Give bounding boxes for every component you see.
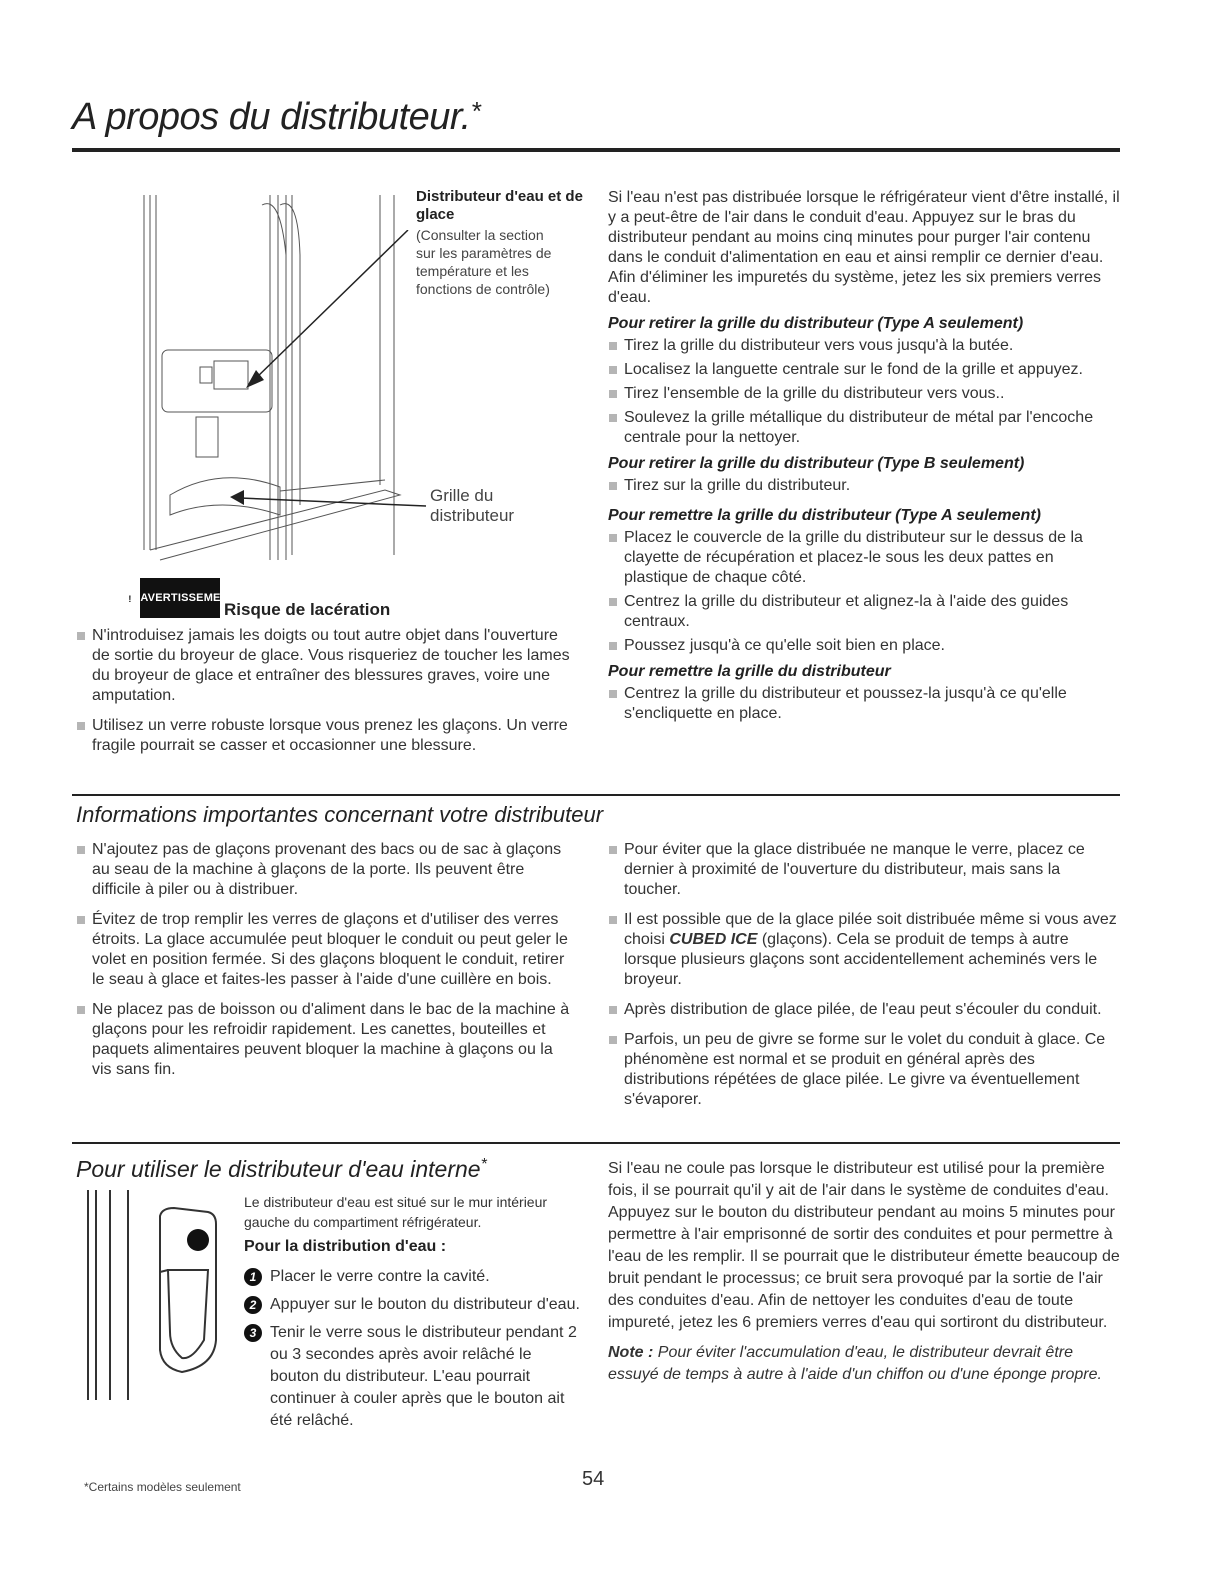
section-list: [608, 528, 1120, 656]
internal-dispenser-illustration: [82, 1190, 232, 1410]
info-left-list: [76, 840, 576, 1084]
internal-rule: [72, 1142, 1120, 1144]
list-item: N'ajoutez pas de glaçons provenant des bacs ou de sac à glaçons au seau de la machine à glaçons de la porte. Ils peuvent être difficile à piler ou à distribuer.: [76, 840, 576, 900]
page-title: A propos du distributeur.*: [72, 96, 481, 138]
list-item: Centrez la grille du distributeur et alignez-la à l'aide des guides centraux.: [608, 592, 1120, 632]
list-item: Tirez sur la grille du distributeur.: [608, 476, 1120, 496]
list-item: Tirez la grille du distributeur vers vous jusqu'à la butée.: [608, 336, 1120, 356]
footnote: *Certains modèles seulement: [84, 1480, 241, 1494]
step-item: 1 Placer le verre contre la cavité.: [244, 1266, 584, 1288]
section-list: [608, 336, 1120, 448]
dispenser-label-desc: (Consulter la section sur les paramètres de température et les fonctions de contrôle): [416, 227, 552, 297]
dispenser-label-title: Distributeur d'eau et de glace: [416, 188, 583, 223]
list-item: Poussez jusqu'à ce qu'elle soit bien en place.: [608, 636, 1120, 656]
section-list: [608, 476, 1120, 496]
step-item: 3 Tenir le verre sous le distributeur pendant 2 ou 3 secondes après avoir relâché le bouton du distributeur. L'eau pourrait continuer à couler après que le bouton ait été relâché.: [244, 1322, 584, 1432]
intro-paragraph: Si l'eau n'est pas distribuée lorsque le réfrigérateur vient d'être installé, il y a peut-être de l'air dans le conduit d'eau. Appuyez sur le bras du distributeur pendant au moins cinq minutes pour purger l'air contenu dans le conduit d'alimentation en eau et ainsi remplir ce dernier d'eau. Afin d'éliminer les impuretés du système, jetez les six premiers verres d'eau.: [608, 189, 1120, 306]
dispenser-instructions: [608, 188, 1120, 728]
internal-title: Pour utiliser le distributeur d'eau interne*: [76, 1156, 487, 1182]
grille-label: Grille du distributeur: [430, 486, 515, 525]
warning-badge: ! AVERTISSEMENT: [140, 578, 220, 618]
list-item: Localisez la languette centrale sur le fond de la grille et appuyez.: [608, 360, 1120, 380]
section-heading: Pour remettre la grille du distributeur (Type A seulement): [608, 507, 1041, 524]
list-item: Il est possible que de la glace pilée soit distribuée même si vous avez choisi CUBED ICE (glaçons). Cela se produit de temps à autre lorsque plusieurs glaçons sont accidentellement acheminés vers le broyeur.: [608, 910, 1120, 990]
info-rule: [72, 794, 1120, 796]
list-item: N'introduisez jamais les doigts ou tout autre objet dans l'ouverture de sortie du broyeur de glace. Vous risqueriez de toucher les lames du broyeur de glace et entraîner des blessures graves, voire une amputation.: [76, 626, 576, 706]
list-item: Soulevez la grille métallique du distributeur de métal par l'encoche centrale pour la nettoyer.: [608, 408, 1120, 448]
warning-icon: !: [124, 593, 136, 604]
page-number: 54: [582, 1468, 605, 1490]
callout-arrows: [230, 230, 430, 520]
internal-right-column: [608, 1158, 1120, 1386]
section-list: [608, 684, 1120, 724]
internal-paragraph: Si l'eau ne coule pas lorsque le distributeur est utilisé pour la première fois, il se pourrait qu'il y ait de l'air dans le système de conduites d'eau. Appuyez sur le bouton du distributeur pendant au moins 5 minutes pour permettre à l'air emprisonné de sortir des conduites et pour permettre à l'eau de les remplir. Il se pourrait que le distributeur émette beaucoup de bruit pendant le processus; ce bruit sera provoqué par la sortie de l'air des conduites d'eau. Afin de nettoyer les conduites d'eau de toute impureté, jetez les 6 premiers verres d'eau qui sortiront du distributeur.: [608, 1160, 1120, 1331]
list-item: Évitez de trop remplir les verres de glaçons et d'utiliser des verres étroits. La glace accumulée peut bloquer le conduit ou peut geler le volet en position fermée. Si des glaçons bloquent le conduit, retirer le seau à glace et faites-les passer à l'aide d'une cuillère en bois.: [76, 910, 576, 990]
warning-list: [76, 626, 576, 760]
cubed-ice-label: CUBED ICE: [669, 931, 758, 948]
internal-subhead: Pour la distribution d'eau :: [244, 1238, 447, 1255]
section-heading: Pour remettre la grille du distributeur: [608, 663, 891, 680]
list-item: Après distribution de glace pilée, de l'eau peut s'écouler du conduit.: [608, 1000, 1120, 1020]
list-item: Pour éviter que la glace distribuée ne manque le verre, placez ce dernier à proximité de l'ouverture du distributeur, mais sans la toucher.: [608, 840, 1120, 900]
list-item: Placez le couvercle de la grille du distributeur sur le dessus de la clayette de récupération et placez-le sous les deux pattes en plastique de chaque côté.: [608, 528, 1120, 588]
list-item: Ne placez pas de boisson ou d'aliment dans le bac de la machine à glaçons pour les refroidir rapidement. Les canettes, bouteilles et paquets alimentaires peuvent bloquer la machine à glaçons ou la vis sans fin.: [76, 1000, 576, 1080]
info-title: Informations importantes concernant votre distributeur: [76, 802, 604, 827]
section-heading: Pour retirer la grille du distributeur (Type B seulement): [608, 455, 1025, 472]
list-item: Tirez l'ensemble de la grille du distributeur vers vous..: [608, 384, 1120, 404]
info-right-list: [608, 840, 1120, 1114]
internal-desc: Le distributeur d'eau est situé sur le mur intérieur gauche du compartiment réfrigérateur.: [244, 1194, 548, 1230]
warning-title: Risque de lacération: [224, 600, 391, 619]
list-item: Centrez la grille du distributeur et poussez-la jusqu'à ce qu'elle s'encliquette en place.: [608, 684, 1120, 724]
step-item: 2 Appuyer sur le bouton du distributeur d'eau.: [244, 1294, 584, 1316]
title-rule: [72, 148, 1120, 152]
section-heading: Pour retirer la grille du distributeur (Type A seulement): [608, 315, 1024, 332]
steps-list: [244, 1266, 584, 1432]
internal-instructions: [244, 1192, 584, 1438]
list-item: Parfois, un peu de givre se forme sur le volet du conduit à glace. Ce phénomène est normal et se produit en général après des distributions répétées de glace pilée. Le givre va éventuellement s'évaporer.: [608, 1030, 1120, 1110]
note: Note : Pour éviter l'accumulation d'eau, le distributeur devrait être essuyé de temps à autre à l'aide d'un chiffon ou d'une éponge propre.: [608, 1344, 1102, 1383]
list-item: Utilisez un verre robuste lorsque vous prenez les glaçons. Un verre fragile pourrait se casser et occasionner une blessure.: [76, 716, 576, 756]
